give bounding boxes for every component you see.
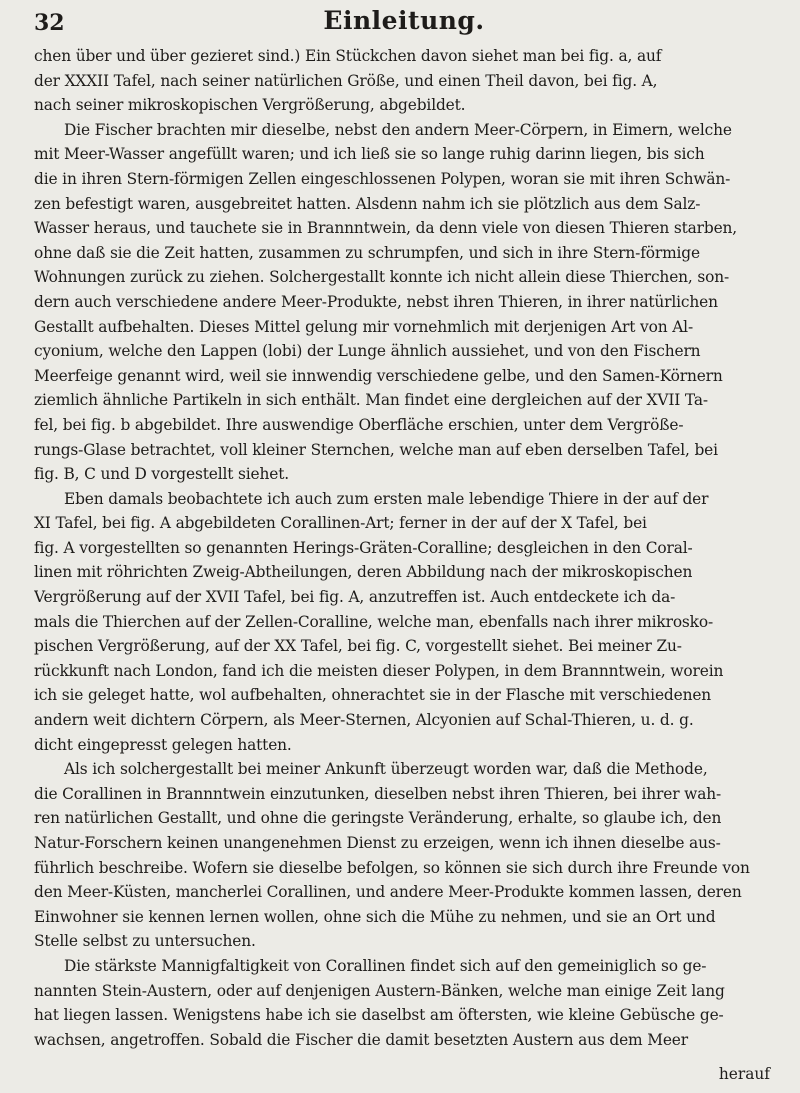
text-line: Die Fischer brachten mir dieselbe, nebst den andern Meer-Cörpern, in Eimern, welche — [64, 120, 732, 139]
text-line: andern weit dichtern Cörpern, als Meer-Sternen, Alcyonien auf Schal-Thieren, u. d. g. — [34, 711, 694, 730]
text-line: rückkunft nach London, fand ich die meisten dieser Polypen, in dem Brannntwein, worein — [34, 661, 724, 680]
text-line: der XXXII Tafel, nach seiner natürlichen Größe, und einen Theil davon, bei fig. A, — [34, 71, 658, 90]
text-line: nannten Stein-Austern, oder auf denjenigen Austern-Bänken, welche man einige Zeit lang — [34, 981, 725, 1000]
text-line: den Meer-Küsten, mancherlei Corallinen, und andere Meer-Produkte kommen lassen, deren — [34, 883, 742, 902]
text-line: Als ich solchergestallt bei meiner Ankunft überzeugt worden war, daß die Methode, — [64, 760, 708, 779]
text-line: ich sie geleget hatte, wol aufbehalten, ohnerachtet sie in der Flasche mit verschiedenen — [34, 686, 712, 705]
text-line: fig. A vorgestellten so genannten Herings-Gräten-Coralline; desgleichen in den Coral- — [34, 538, 693, 557]
text-line: fel, bei fig. b abgebildet. Ihre auswendige Oberfläche erschien, unter dem Vergröße- — [34, 415, 684, 434]
page-number: 32 — [34, 10, 65, 36]
text-line: Natur-Forschern keinen unangenehmen Dienst zu erzeigen, wenn ich ihnen dieselbe aus- — [34, 834, 721, 852]
text-line: cyonium, welche den Lappen (lobi) der Lunge ähnlich aussiehet, und von den Fischern — [34, 342, 701, 361]
text-line: fig. B, C und D vorgestellt siehet. — [34, 465, 289, 484]
text-line: Einwohner sie kennen lernen wollen, ohne sich die Mühe zu nehmen, und sie an Ort und — [34, 907, 716, 926]
text-line: XI Tafel, bei fig. A abgebildeten Corallinen-Art; ferner in der auf der X Tafel, bei — [34, 514, 647, 533]
text-line: Die stärkste Mannigfaltigkeit von Corallinen findet sich auf den gemeiniglich so ge- — [64, 956, 707, 975]
text-line: mit Meer-Wasser angefüllt waren; und ich ließ sie so lange ruhig darinn liegen, bis sich — [34, 145, 705, 164]
text-line: wachsen, angetroffen. Sobald die Fischer die damit besetzten Austern aus dem Meer — [34, 1030, 688, 1049]
text-line: Gestallt aufbehalten. Dieses Mittel gelung mir vornehmlich mit derjenigen Art von Al- — [34, 317, 693, 336]
text-line: Wasser heraus, und tauchete sie in Brannntwein, da denn viele von diesen Thieren starben, — [34, 219, 738, 238]
text-line: rungs-Glase betrachtet, voll kleiner Sternchen, welche man auf eben derselben Tafel, bei — [34, 440, 718, 459]
text-line: Meerfeige genannt wird, weil sie innwendig verschiedene gelbe, und den Samen-Körnern — [34, 366, 723, 385]
text-line: chen über und über gezieret sind.) Ein Stückchen davon siehet man bei fig. a, auf — [34, 47, 662, 65]
text-line: mals die Thierchen auf der Zellen-Coralline, welche man, ebenfalls nach ihrer mikrosko- — [34, 612, 714, 631]
text-line: Wohnungen zurück zu ziehen. Solchergestallt konnte ich nicht allein diese Thierchen, son- — [34, 268, 730, 287]
running-head: Einleitung. — [323, 6, 485, 35]
text-line: hat liegen lassen. Wenigstens habe ich sie daselbst am öftersten, wie kleine Gebüsche ge- — [34, 1006, 724, 1025]
text-line: ohne daß sie die Zeit hatten, zusammen zu schrumpfen, und sich in ihre Stern-förmige — [34, 243, 700, 262]
text-line: nach seiner mikroskopischen Vergrößerung, abgebildet. — [34, 96, 466, 115]
text-line: dicht eingepresst gelegen hatten. — [34, 735, 292, 754]
catchword: herauf — [718, 1065, 770, 1083]
body-text — [34, 44, 774, 1052]
text-line: Eben damals beobachtete ich auch zum ersten male lebendige Thiere in der auf der — [64, 489, 709, 508]
text-line: Stelle selbst zu untersuchen. — [34, 932, 256, 951]
text-line: ziemlich ähnliche Partikeln in sich enthält. Man findet eine dergleichen auf der XVII Ta- — [34, 391, 708, 410]
page-header — [34, 6, 774, 42]
text-line: Vergrößerung auf der XVII Tafel, bei fig. A, anzutreffen ist. Auch entdeckete ich da- — [34, 588, 676, 607]
text-line: führlich beschreibe. Wofern sie dieselbe befolgen, so können sie sich durch ihre Freunde von — [34, 858, 750, 877]
text-line: pischen Vergrößerung, auf der XX Tafel, bei fig. C, vorgestellt siehet. Bei meiner Zu- — [34, 637, 682, 656]
text-line: ren natürlichen Gestallt, und ohne die geringste Veränderung, erhalte, so glaube ich, den — [34, 809, 722, 828]
text-line: dern auch verschiedene andere Meer-Produkte, nebst ihren Thieren, in ihrer natürlichen — [34, 292, 718, 311]
text-line: die in ihren Stern-förmigen Zellen eingeschlossenen Polypen, woran sie mit ihren Schwän- — [34, 169, 731, 188]
text-line: zen befestigt waren, ausgebreitet hatten. Alsdenn nahm ich sie plötzlich aus dem Salz- — [34, 194, 701, 213]
text-line: linen mit röhrichten Zweig-Abtheilungen, deren Abbildung nach der mikroskopischen — [34, 563, 693, 582]
text-line: die Corallinen in Brannntwein einzutunken, dieselben nebst ihren Thieren, bei ihrer wah- — [34, 784, 722, 803]
